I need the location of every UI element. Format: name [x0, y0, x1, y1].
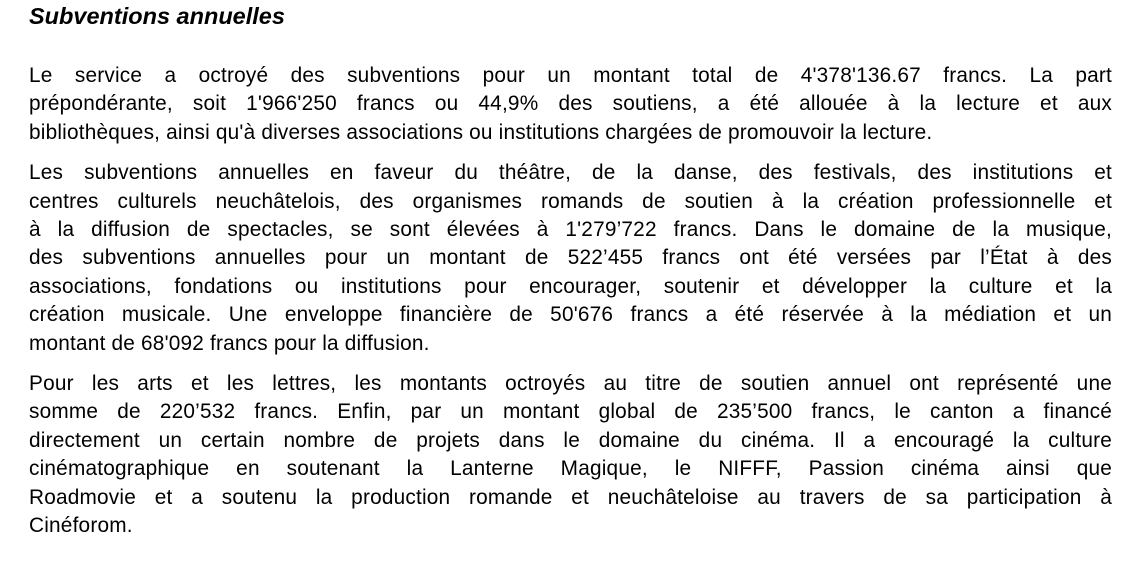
paragraph-total-subsidies [29, 62, 1112, 147]
paragraph-line: des subventions annuelles pour un montant de 522’455 francs ont été versées par l’État à des [29, 246, 1112, 270]
paragraph-line: somme de 220’532 francs. Enfin, par un montant global de 235’500 francs, le canton a financé [29, 400, 1112, 424]
paragraph-line: Le service a octroyé des subventions pour un montant total de 4'378'136.67 francs. La part [29, 64, 1112, 87]
paragraph-line: création musicale. Une enveloppe financière de 50'676 francs a été réservée à la médiation et un [29, 303, 1112, 327]
paragraph-line: montant de 68'092 francs pour la diffusion. [29, 331, 430, 355]
paragraph-performing-arts-music [29, 159, 1112, 358]
paragraph-line: prépondérante, soit 1'966'250 francs ou 44,9% des soutiens, a été allouée à la lecture et aux [29, 92, 1112, 116]
document-page [29, 0, 1112, 541]
paragraph-arts-letters-cinema [29, 370, 1112, 540]
paragraph-line: Roadmovie et a soutenu la production romande et neuchâteloise au travers de sa participation à [29, 485, 1112, 509]
paragraph-line: bibliothèques, ainsi qu'à diverses associations ou institutions chargées de promouvoir la lecture. [29, 120, 933, 144]
paragraph-line: Pour les arts et les lettres, les montants octroyés au titre de soutien annuel ont représenté une [29, 372, 1112, 396]
paragraph-line: centres culturels neuchâtelois, des organismes romands de soutien à la création professionnelle et [29, 189, 1112, 213]
section-title: Subventions annuelles [29, 3, 285, 29]
paragraph-line: cinématographique en soutenant la Lanterne Magique, le NIFFF, Passion cinéma ainsi que [29, 457, 1112, 481]
paragraph-line: directement un certain nombre de projets dans le domaine du cinéma. Il a encouragé la culture [29, 428, 1112, 452]
paragraph-line: Les subventions annuelles en faveur du théâtre, de la danse, des festivals, des institutions et [29, 161, 1112, 185]
paragraph-line: associations, fondations ou institutions pour encourager, soutenir et développer la culture et la [29, 274, 1112, 298]
paragraph-line: à la diffusion de spectacles, se sont élevées à 1'279’722 francs. Dans le domaine de la musique, [29, 218, 1112, 242]
paragraph-line: Cinéforom. [29, 514, 133, 538]
